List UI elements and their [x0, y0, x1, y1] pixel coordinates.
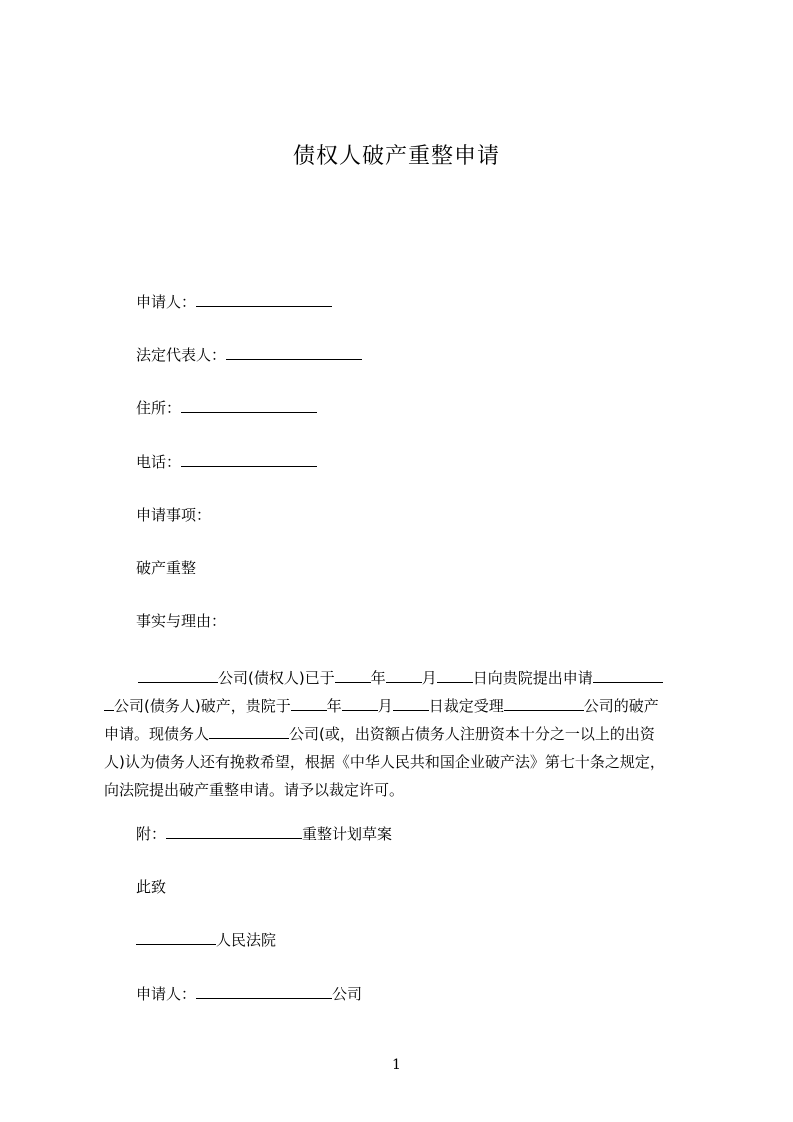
address-label: 住所：	[136, 399, 182, 417]
matter-value: 破产重整	[136, 559, 197, 577]
signature-blank	[196, 984, 332, 999]
legal-rep-label: 法定代表人：	[136, 346, 227, 364]
paragraph-line-4: 人)认为债务人还有挽救希望，根据《中华人民共和国企业破产法》第七十条之规定，	[104, 753, 665, 771]
debtor-blank	[593, 668, 663, 683]
paragraph-line-1	[104, 664, 700, 692]
paragraph-text: 公司的破产	[583, 697, 659, 715]
phone-blank	[181, 452, 317, 467]
paragraph-text: 年	[326, 697, 342, 715]
year-blank	[335, 668, 371, 683]
paragraph-line-3	[104, 720, 700, 748]
attachment-line	[136, 824, 392, 844]
year-blank	[291, 696, 327, 711]
paragraph-text: 申请。现债务人	[104, 725, 210, 743]
company-blank	[504, 696, 584, 711]
document-title: 债权人破产重整申请	[292, 144, 500, 169]
month-blank	[386, 668, 422, 683]
address-line	[136, 398, 317, 418]
signature-line	[136, 984, 362, 1004]
paragraph-text: 年	[370, 669, 386, 687]
applicant-blank	[196, 292, 332, 307]
attachment-blank	[166, 824, 302, 839]
attachment-suffix: 重整计划草案	[302, 825, 393, 843]
matter-heading: 申请事项：	[136, 506, 212, 524]
paragraph-line-5: 向法院提出破产重整申请。请予以裁定许可。	[104, 781, 405, 799]
attachment-label: 附：	[136, 825, 167, 843]
paragraph-text: 日向贵院提出申请	[472, 669, 593, 687]
court-suffix: 人民法院	[216, 931, 277, 949]
facts-paragraph	[104, 664, 700, 804]
paragraph-text: 月	[421, 669, 437, 687]
facts-heading: 事实与理由：	[136, 612, 227, 630]
day-blank	[393, 696, 429, 711]
court-blank	[136, 930, 216, 945]
phone-label: 电话：	[136, 453, 182, 471]
legal-rep-line	[136, 345, 362, 365]
creditor-blank	[138, 668, 218, 683]
debtor-blank-cont	[104, 696, 114, 711]
paragraph-line-2	[104, 692, 700, 720]
salutation: 此致	[136, 878, 167, 896]
applicant-label: 申请人：	[136, 293, 197, 311]
page-number: 1	[392, 1057, 401, 1073]
legal-rep-blank	[226, 345, 362, 360]
paragraph-text: 日裁定受理	[428, 697, 504, 715]
court-line	[136, 930, 276, 950]
paragraph-text: 月	[377, 697, 393, 715]
signature-suffix: 公司	[332, 985, 363, 1003]
applicant-line	[136, 292, 332, 312]
day-blank	[437, 668, 473, 683]
paragraph-text: 公司(债权人)已于	[218, 669, 335, 687]
month-blank	[342, 696, 378, 711]
signature-label: 申请人：	[136, 985, 197, 1003]
address-blank	[181, 398, 317, 413]
paragraph-text: 公司(债务人)破产，贵院于	[114, 697, 291, 715]
paragraph-text: 公司(或，出资额占债务人注册资本十分之一以上的出资	[289, 725, 655, 743]
debtor-name-blank	[209, 724, 289, 739]
phone-line	[136, 452, 317, 472]
